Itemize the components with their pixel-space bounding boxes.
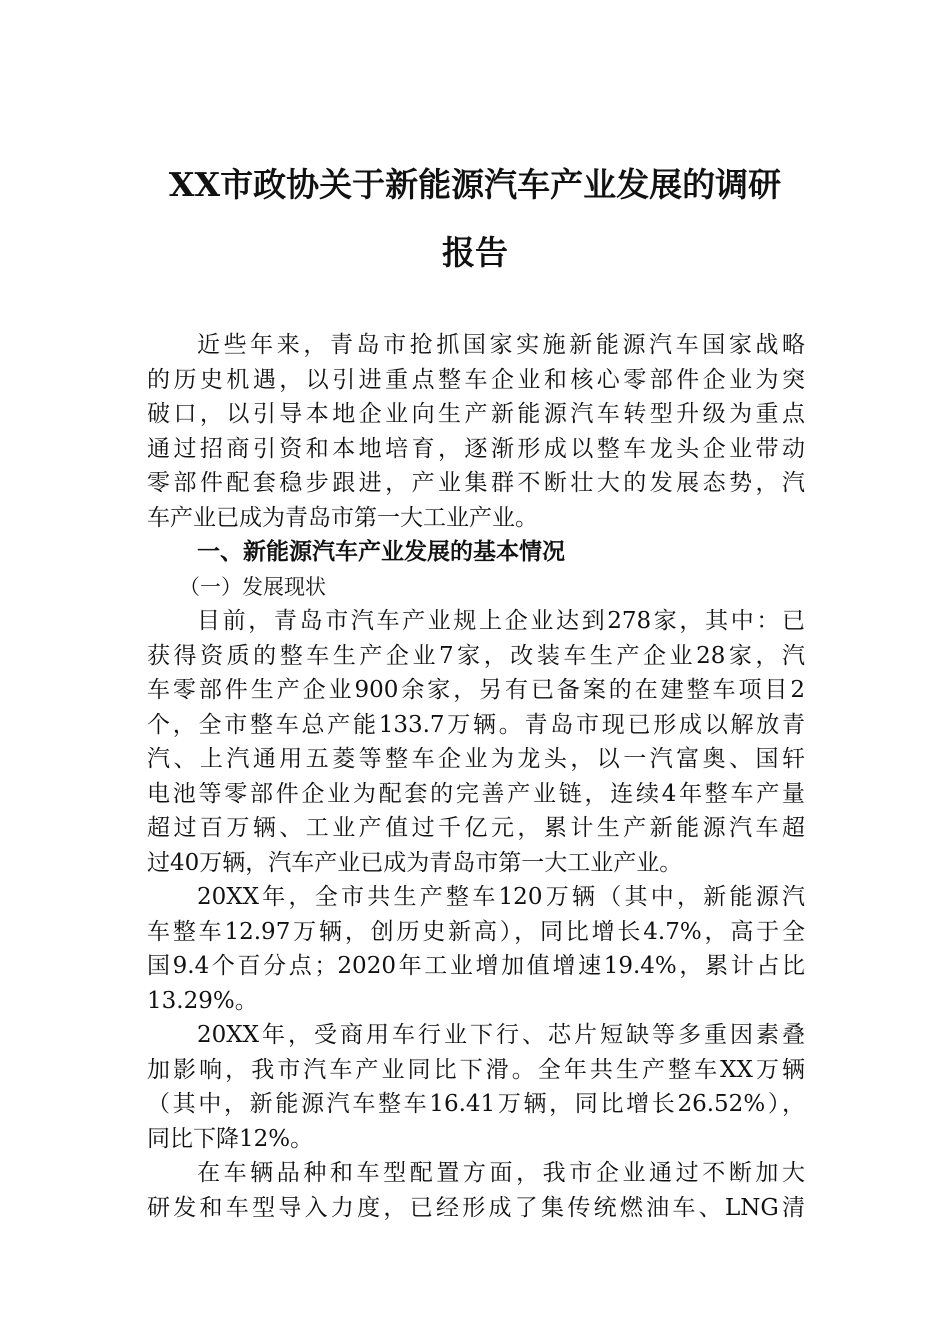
text-line: 的历史机遇，以引进重点整车企业和核心零部件企业为突 — [147, 366, 805, 393]
text-line: 目前，青岛市汽车产业规上企业达到278家，其中：已 — [197, 608, 805, 634]
paragraph — [147, 604, 805, 880]
text-line: 13.29%。 — [147, 987, 258, 1014]
paragraph — [147, 1018, 805, 1156]
title-line: XX市政协关于新能源汽车产业发展的调研 — [168, 165, 782, 204]
text-line: 电池等零部件企业为配套的完善产业链，连续4年整车产量 — [147, 780, 805, 807]
text-line: （一）发展现状 — [179, 574, 326, 599]
text-line: 车产业已成为青岛市第一大工业产业。 — [147, 504, 538, 531]
text-line: 车整车12.97万辆，创历史新高），同比增长4.7%，高于全 — [147, 918, 805, 945]
text-line: 零部件配套稳步跟进，产业集群不断壮大的发展态势，汽 — [147, 470, 805, 496]
text-line: 过40万辆，汽车产业已成为青岛市第一大工业产业。 — [147, 849, 683, 876]
document-body — [147, 328, 805, 1225]
text-line: 破口，以引导本地企业向生产新能源汽车转型升级为重点 — [147, 401, 805, 427]
text-line: 研发和车型导入力度，已经形成了集传统燃油车、LNG清 — [147, 1194, 805, 1221]
paragraph — [147, 328, 805, 535]
paragraph — [147, 1156, 805, 1225]
text-line: 获得资质的整车生产企业7家，改装车生产企业28家，汽 — [147, 642, 805, 669]
text-line: 同比下降12%。 — [147, 1125, 314, 1152]
text-line: 汽、上汽通用五菱等整车企业为龙头，以一汽富奥、国轩 — [147, 746, 805, 772]
subsection-heading — [147, 570, 805, 605]
text-line: 20XX年，受商用车行业下行、芯片短缺等多重因素叠 — [197, 1022, 805, 1048]
text-line: 一、新能源汽车产业发展的基本情况 — [197, 539, 565, 565]
text-line: 个，全市整车总产能133.7万辆。青岛市现已形成以解放青 — [147, 711, 805, 738]
text-line: 近些年来，青岛市抢抓国家实施新能源汽车国家战略 — [197, 332, 805, 358]
text-line: （其中，新能源汽车整车16.41万辆，同比增长26.52%）， — [147, 1091, 805, 1117]
text-line: 加影响，我市汽车产业同比下滑。全年共生产整车XX万辆 — [147, 1056, 805, 1083]
text-line: 在车辆品种和车型配置方面，我市企业通过不断加大 — [197, 1160, 805, 1186]
text-line: 超过百万辆、工业产值过千亿元，累计生产新能源汽车超 — [147, 815, 805, 841]
text-line: 通过招商引资和本地培育，逐渐形成以整车龙头企业带动 — [147, 435, 805, 462]
paragraph — [147, 880, 805, 1018]
section-heading — [147, 535, 805, 570]
text-line: 车零部件生产企业900余家，另有已备案的在建整车项目2 — [147, 677, 805, 703]
title-line: 报告 — [442, 233, 508, 272]
text-line: 20XX年，全市共生产整车120万辆（其中，新能源汽 — [197, 884, 805, 910]
document-title — [0, 151, 950, 287]
text-line: 国9.4个百分点；2020年工业增加值增速19.4%，累计占比 — [147, 953, 805, 979]
